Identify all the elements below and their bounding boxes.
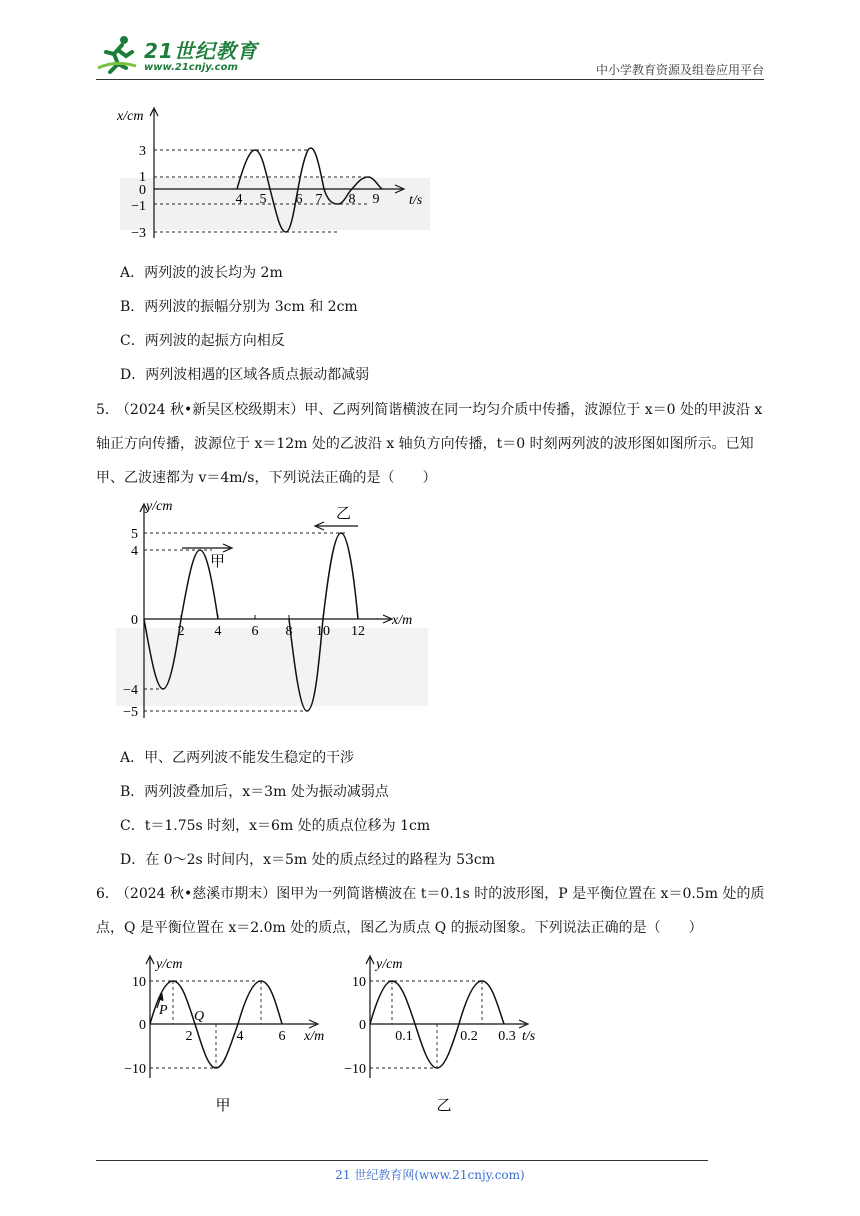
wave-b-label: 乙 bbox=[336, 506, 352, 522]
x-tick-10: 10 bbox=[316, 624, 330, 639]
t-tick-9: 9 bbox=[372, 192, 380, 207]
logo-url: www.21cnjy.com bbox=[144, 62, 238, 73]
x-tick-4: 4 bbox=[214, 624, 222, 639]
t-tick-4: 4 bbox=[235, 192, 243, 207]
scan-shadow bbox=[116, 628, 428, 706]
y-axis-label: y/cm bbox=[146, 499, 173, 514]
x-tick-6: 6 bbox=[251, 624, 259, 639]
x-tick-12: 12 bbox=[351, 624, 365, 639]
y-tick-neg10: −10 bbox=[124, 1062, 146, 1077]
t-tick-0.3: 0.3 bbox=[498, 1029, 516, 1044]
question-5-text: （2024 秋•新吴区校级期末）甲、乙两列简谐横波在同一均匀介质中传播，波源位于 x＝0 处的甲波沿 x 轴正方向传播，波源位于 x＝12m 处的乙波沿 x 轴负方向传播，t＝0 时刻两列波的波形图如图所示。已知甲、乙波速都为 v＝4m/s，下列说法正确的是（ ） bbox=[96, 402, 763, 486]
wave-a-label: 甲 bbox=[210, 554, 226, 570]
x-tick-2: 2 bbox=[185, 1029, 193, 1044]
y-tick-1: 1 bbox=[139, 170, 146, 185]
point-q-label: Q bbox=[194, 1009, 205, 1024]
x-axis-label: x/m bbox=[304, 1029, 325, 1044]
t-tick-0.2: 0.2 bbox=[460, 1029, 478, 1044]
y-tick-neg1: −1 bbox=[131, 199, 146, 214]
point-p-label: P bbox=[159, 1003, 168, 1018]
y-tick-5: 5 bbox=[131, 527, 138, 542]
y-tick-0: 0 bbox=[359, 1018, 366, 1033]
y-tick-10: 10 bbox=[352, 975, 366, 990]
site-logo[interactable] bbox=[96, 34, 258, 74]
footer-divider bbox=[96, 1160, 708, 1161]
figure-1-graph bbox=[112, 100, 442, 245]
y-tick-neg4: −4 bbox=[123, 683, 138, 698]
question-5-number: 5． bbox=[96, 402, 119, 418]
x-tick-2: 2 bbox=[177, 624, 185, 639]
q4-option-c[interactable]: C．两列波的起振方向相反 bbox=[120, 333, 285, 349]
y-tick-0: 0 bbox=[139, 183, 146, 198]
y-axis-label: y/cm bbox=[156, 957, 183, 972]
y-tick-neg5: −5 bbox=[123, 705, 138, 720]
y-tick-3: 3 bbox=[139, 144, 146, 159]
x-axis-label: x/m bbox=[392, 613, 413, 628]
figure-3a-wave bbox=[116, 948, 342, 1118]
y-axis-label: x/cm bbox=[117, 109, 144, 124]
y-axis-label: y/cm bbox=[376, 957, 403, 972]
logo-title: 21世纪教育 bbox=[144, 39, 258, 63]
header-divider bbox=[96, 79, 764, 80]
y-tick-4: 4 bbox=[131, 544, 138, 559]
runner-logo-icon bbox=[96, 34, 142, 74]
figure-3b-vibration bbox=[334, 948, 560, 1118]
y-tick-0: 0 bbox=[131, 613, 138, 628]
footer-link[interactable]: 21 世纪教育网(www.21cnjy.com) bbox=[335, 1168, 525, 1182]
figure-2-waves bbox=[112, 492, 432, 724]
q5-option-d[interactable]: D．在 0～2s 时间内，x＝5m 处的质点经过的路程为 53cm bbox=[120, 852, 496, 868]
t-tick-8: 8 bbox=[348, 192, 356, 207]
q4-option-b[interactable]: B．两列波的振幅分别为 3cm 和 2cm bbox=[120, 299, 358, 315]
q4-option-a[interactable]: A．两列波的波长均为 2m bbox=[120, 265, 283, 281]
question-6-number: 6． bbox=[96, 886, 119, 902]
q5-option-b[interactable]: B．两列波叠加后，x＝3m 处为振动减弱点 bbox=[120, 784, 389, 800]
t-axis-label: t/s bbox=[409, 193, 423, 208]
x-tick-8: 8 bbox=[285, 624, 293, 639]
figure-caption-a: 甲 bbox=[215, 1098, 231, 1114]
t-axis-label: t/s bbox=[522, 1029, 536, 1044]
t-tick-0.1: 0.1 bbox=[395, 1029, 413, 1044]
q4-option-d[interactable]: D．两列波相遇的区域各质点振动都减弱 bbox=[120, 367, 370, 383]
q5-option-a[interactable]: A．甲、乙两列波不能发生稳定的干涉 bbox=[120, 750, 355, 766]
figure-caption-b: 乙 bbox=[436, 1098, 452, 1114]
x-tick-4: 4 bbox=[236, 1029, 244, 1044]
y-tick-10: 10 bbox=[132, 975, 146, 990]
question-5 bbox=[96, 393, 766, 495]
q5-option-c[interactable]: C．t＝1.75s 时刻，x＝6m 处的质点位移为 1cm bbox=[120, 818, 431, 834]
t-tick-5: 5 bbox=[259, 192, 267, 207]
page-header bbox=[96, 30, 764, 80]
t-tick-6: 6 bbox=[295, 192, 303, 207]
question-6 bbox=[96, 877, 766, 945]
y-tick-neg3: −3 bbox=[131, 226, 146, 241]
y-tick-0: 0 bbox=[139, 1018, 146, 1033]
y-tick-neg10: −10 bbox=[344, 1062, 366, 1077]
t-tick-7: 7 bbox=[315, 192, 323, 207]
platform-name: 中小学教育资源及组卷应用平台 bbox=[595, 63, 764, 77]
x-tick-6: 6 bbox=[278, 1029, 286, 1044]
question-6-text: （2024 秋•慈溪市期末）图甲为一列简谐横波在 t＝0.1s 时的波形图，P 是平衡位置在 x＝0.5m 处的质点，Q 是平衡位置在 x＝2.0m 处的质点，图乙为质点 Q 的振动图象。下列说法正确的是（ ） bbox=[96, 886, 765, 936]
